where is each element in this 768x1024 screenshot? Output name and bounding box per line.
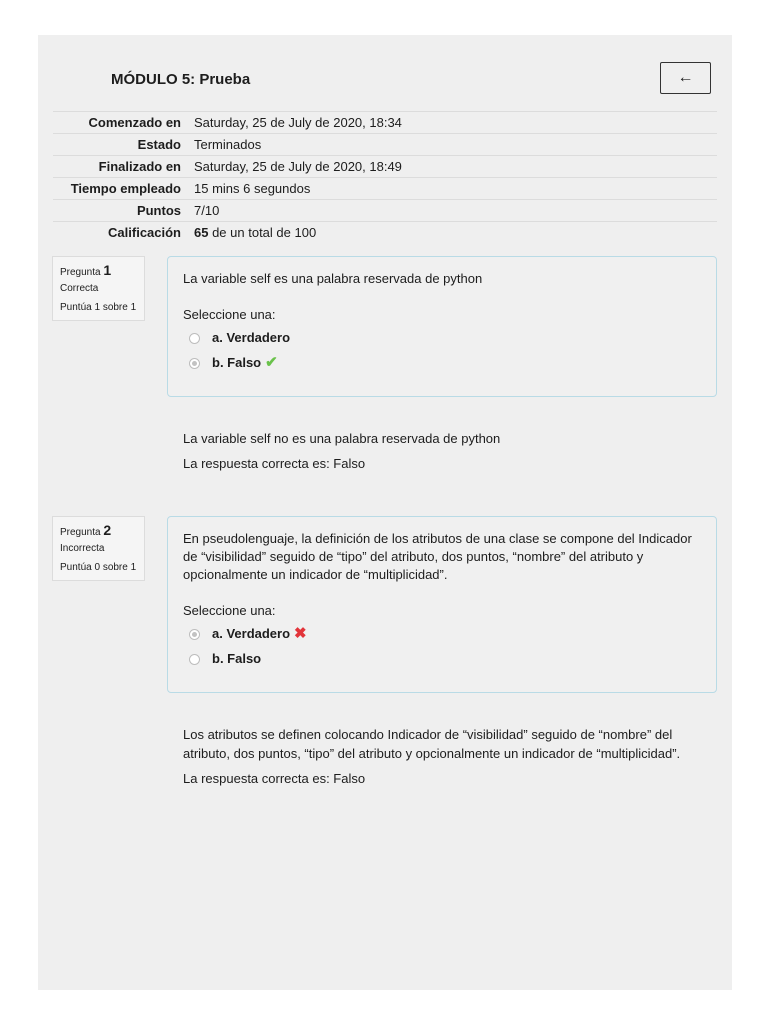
summary-label: Tiempo empleado: [53, 178, 194, 200]
summary-row-grade: [53, 222, 717, 244]
summary-value: Saturday, 25 de July de 2020, 18:34: [194, 112, 717, 134]
grade-total: de un total de 100: [208, 225, 317, 240]
summary-value: Terminados: [194, 134, 717, 156]
question-text: En pseudolenguaje, la definición de los atributos de una clase se compone del Indicador de “visibilidad” seguido de “tipo” del atributo, dos puntos, “nombre” del atributo y opcionalmente un indicador de “multiplicidad”.: [183, 531, 692, 582]
question-box-1: [167, 256, 717, 397]
check-icon: ✔: [265, 354, 278, 371]
question-grade: Puntúa 0 sobre 1: [60, 562, 137, 573]
option-label: a. Verdadero: [212, 330, 291, 345]
summary-value: 7/10: [194, 200, 717, 222]
question-number: 1: [103, 262, 112, 278]
question-number: 2: [103, 522, 112, 538]
attempt-summary-table: [53, 111, 717, 243]
summary-label: Comenzado en: [53, 112, 194, 134]
question-box-2: [167, 516, 717, 693]
answer-option-a[interactable]: [183, 625, 701, 643]
quiz-review-page: [38, 35, 732, 990]
question-text: La variable self es una palabra reservada de python: [183, 271, 483, 286]
option-label: b. Falso: [212, 355, 262, 370]
option-label: a. Verdadero: [212, 626, 291, 641]
question-label: Pregunta: [60, 527, 101, 538]
radio-button[interactable]: [189, 654, 200, 665]
right-answer: La respuesta correcta es: Falso: [183, 456, 366, 471]
answer-option-b[interactable]: [183, 650, 701, 668]
cross-icon: ✖: [294, 625, 307, 642]
page-title: MÓDULO 5: Prueba: [111, 71, 251, 88]
back-button[interactable]: ←: [660, 62, 711, 94]
summary-value: [194, 222, 717, 244]
answer-option-a[interactable]: [183, 329, 701, 347]
question-grade: Puntúa 1 sobre 1: [60, 302, 137, 313]
radio-button-selected[interactable]: [189, 629, 200, 640]
feedback-text: La variable self no es una palabra reservada de python: [183, 431, 501, 446]
right-answer: La respuesta correcta es: Falso: [183, 771, 366, 786]
answer-prompt: Seleccione una:: [183, 307, 276, 322]
summary-label: Calificación: [53, 222, 194, 244]
question-feedback-2: [183, 725, 713, 794]
summary-row-points: [53, 200, 717, 222]
summary-value: Saturday, 25 de July de 2020, 18:49: [194, 156, 717, 178]
feedback-text: Los atributos se definen colocando Indicador de “visibilidad” seguido de “nombre” del atributo, dos puntos, “tipo” del atributo y opcionalmente un indicador de “multiplicidad”.: [183, 727, 681, 761]
radio-button[interactable]: [189, 333, 200, 344]
summary-value: 15 mins 6 segundos: [194, 178, 717, 200]
question-feedback-1: [183, 429, 713, 479]
grade-value: 65: [194, 225, 209, 240]
question-state: Correcta: [60, 283, 99, 294]
summary-row-finished: [53, 156, 717, 178]
summary-label: Puntos: [53, 200, 194, 222]
summary-label: Finalizado en: [53, 156, 194, 178]
answer-option-b[interactable]: [183, 354, 701, 372]
question-state: Incorrecta: [60, 543, 105, 554]
question-label: Pregunta: [60, 267, 101, 278]
radio-button-selected[interactable]: [189, 358, 200, 369]
question-info-2: [52, 516, 145, 581]
answer-prompt: Seleccione una:: [183, 603, 276, 618]
question-info-1: [52, 256, 145, 321]
summary-label: Estado: [53, 134, 194, 156]
option-label: b. Falso: [212, 651, 262, 666]
summary-row-state: [53, 134, 717, 156]
summary-row-time: [53, 178, 717, 200]
summary-row-started: [53, 112, 717, 134]
